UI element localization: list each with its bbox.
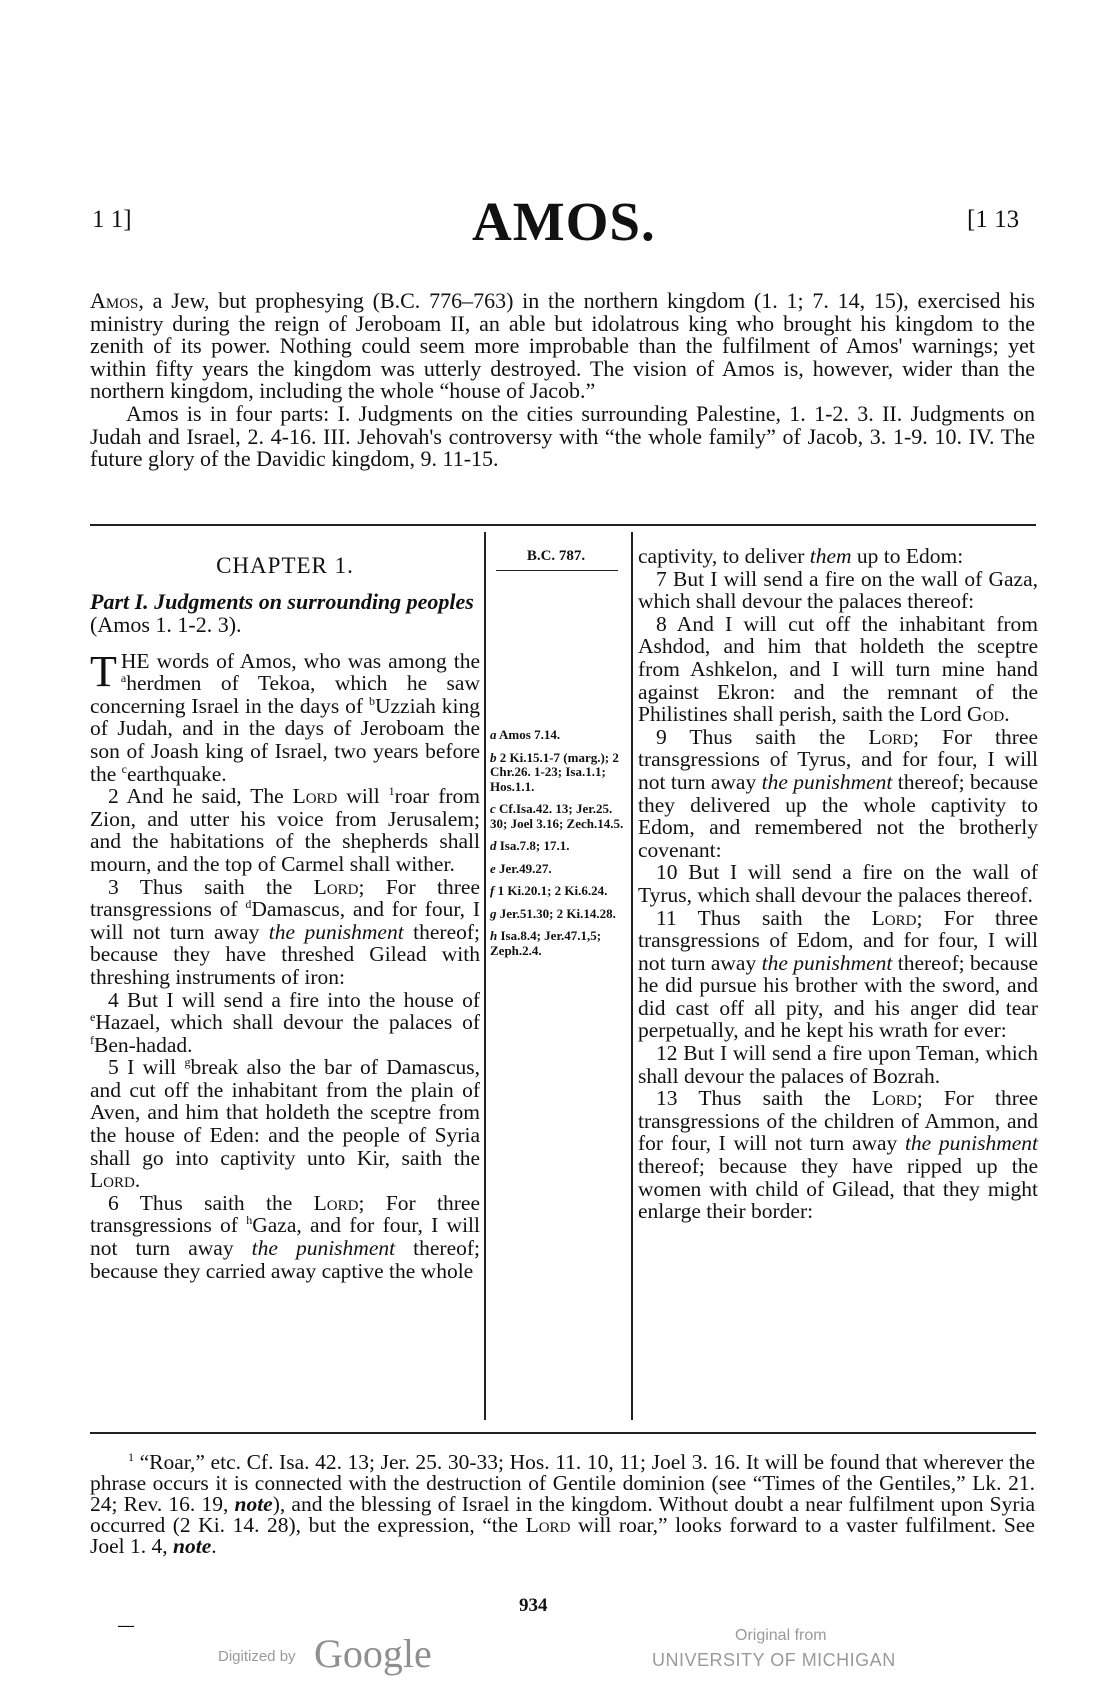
verse-text: Ben-hadad. xyxy=(94,1032,193,1057)
verse-6 xyxy=(90,1192,480,1282)
verse-3 xyxy=(90,876,480,989)
verse-text: 3 Thus saith the xyxy=(108,874,314,899)
cross-reference xyxy=(490,802,632,831)
verse-text: herdmen of Tekoa, which he saw concerning Israel in the days of xyxy=(90,671,480,718)
intro-paragraph-2: Amos is in four parts: I. Judgments on the cities surrounding Palestine, 1. 1-2. 3. II. Judgments on Judah and Israel, 2. 4-16. III. Jehovah's controversy with “the whole family” of Jacob, 3. 1-9. 10. IV. The future glory of the Davidic kingdom, 9. 11-15. xyxy=(90,400,1035,472)
verse-text: 4 But I will send a fire into the house of xyxy=(108,987,480,1012)
verse-10: 10 But I will send a fire on the wall of Tyrus, which shall devour the palaces thereof. xyxy=(638,860,1038,907)
verse-text: roar from Zion, and utter his voice from Jerusalem; and the habitations of the shepherds shall mourn, and the top of Carmel shall wither. xyxy=(90,784,481,876)
ref-mark-b: b xyxy=(368,693,375,708)
column-divider-left xyxy=(484,532,486,1420)
book-title: AMOS. xyxy=(472,191,656,252)
footnote-text: will roar,” looks forward to a vaster fulfilment. See Joel 1. 4, xyxy=(90,1513,1035,1558)
verse-text: will xyxy=(337,784,389,809)
verse-9 xyxy=(638,726,1038,862)
verse-text: break also the bar of Damascus, and cut off the inhabitant from the plain of Aven, and him that holdeth the sceptre from the house of Eden: and the people of Syria shall go into captivity unto Kir, saith the xyxy=(90,1055,481,1170)
text-column-left xyxy=(90,545,480,1282)
ref-letter: a xyxy=(490,727,497,742)
verse-text: earthquake. xyxy=(126,761,227,786)
ref-mark-c: c xyxy=(121,761,127,776)
ref-mark-f: f xyxy=(90,1032,94,1047)
header-chapter-ref-right: [1 13 xyxy=(967,206,1020,233)
verse-13 xyxy=(638,1087,1038,1223)
divine-name: Lord xyxy=(90,1168,135,1193)
ref-text: 2 Ki.15.1-7 (marg.); 2 Chr.26. 1-23; Isa.1.1; Hos.1.1. xyxy=(490,749,619,794)
cross-reference xyxy=(490,884,632,899)
ref-letter: b xyxy=(490,749,497,765)
verse-7: 7 But I will send a fire on the wall of Gaza, which shall devour the palaces thereof: xyxy=(638,566,1038,614)
ref-letter: d xyxy=(490,838,497,853)
ref-letter: e xyxy=(490,860,496,876)
verse-text: ; For three transgressions of Edom, and for four, I will not turn away xyxy=(638,905,1039,975)
verse-text: thereof; because he did pursue his brother with the sword, and did cast off all pity, and his anger did tear perpetually, and he kept his wrath for ever: xyxy=(638,950,1039,1043)
ref-text: Cf.Isa.42. 13; Jer.25. 30; Joel 3.16; Zech.14.5. xyxy=(490,801,624,831)
verse-text: Gaza, and for four, I will not turn away xyxy=(90,1213,480,1261)
ref-text: Isa.7.8; 17.1. xyxy=(499,838,570,853)
cross-reference xyxy=(490,907,632,922)
divine-name: Lord xyxy=(525,1513,571,1537)
ref-letter: f xyxy=(490,883,495,898)
divine-name: Lord xyxy=(871,1086,917,1111)
digitized-by-label: Digitized by xyxy=(218,1648,296,1665)
verse-text: HE words of Amos, who was among the xyxy=(120,648,480,673)
footnote-text: “Roar,” etc. Cf. Isa. 42. 13; Jer. 25. 30-33; Hos. 11. 10, 11; Joel 3. 16. It will be found that wherever the phrase occurs it is connected with the destruction of Gentile dominion (see “Times of the Gentiles,” Lk. 21. 24; Rev. 16. 19, xyxy=(90,1450,1035,1516)
divine-name: Lord xyxy=(313,1190,359,1215)
page-number: 934 xyxy=(519,1595,548,1616)
part-reference: (Amos 1. 1-2. 3). xyxy=(90,611,242,637)
part-heading xyxy=(90,590,480,636)
cross-reference xyxy=(490,751,632,795)
verse-text: captivity, to deliver xyxy=(638,544,810,568)
footnote-mark-1: 1 xyxy=(388,784,395,798)
divine-name: Lord xyxy=(871,905,917,930)
italic-text: the punishment xyxy=(904,1131,1038,1156)
intro-text-1: , a Jew, but prophesying (B.C. 776–763) in the northern kingdom (1. 1; 7. 14, 15), exercised his ministry during the reign of Jeroboam II, an able but idolatrous king who brought his kingdom to the zenith of its power. Nothing could seem more improbable than the fulfilment of Amos' warnings; yet within fifty years the kingdom was utterly destroyed. The vision of Amos is, however, wider than the northern kingdom, including the whole “house of Jacob.” xyxy=(90,288,1035,404)
verse-text: thereof; because they delivered up the whole captivity to Edom, and remembered not the brotherly covenant: xyxy=(638,769,1039,862)
original-from-label: Original from xyxy=(735,1627,827,1644)
ref-mark-h: h xyxy=(246,1213,253,1228)
header-chapter-ref-left: 1 1] xyxy=(92,206,132,233)
cross-reference xyxy=(490,728,632,743)
ref-letter: h xyxy=(490,928,498,943)
verse-text: . xyxy=(1004,702,1010,727)
verse-text: Uzziah king of Judah, and in the days of Jeroboam the son of Joash king of Israel, two years before the xyxy=(90,693,480,786)
italic-text: the punishment xyxy=(251,1236,396,1261)
verse-12: 12 But I will send a fire upon Teman, which shall devour the palaces of Bozrah. xyxy=(638,1041,1038,1088)
cross-reference xyxy=(490,929,632,958)
margin-date: B.C. 787. xyxy=(526,548,586,564)
text-column-right xyxy=(638,545,1038,1223)
verse-text: 9 Thus saith the xyxy=(656,724,869,749)
verse-text: 6 Thus saith the xyxy=(108,1190,314,1215)
note-link: note xyxy=(173,1534,212,1558)
verse-text: thereof; because they have threshed Gilead with threshing instruments of iron: xyxy=(90,919,480,989)
drop-cap: T xyxy=(90,646,117,696)
top-rule xyxy=(90,524,1036,526)
cross-reference-column xyxy=(490,728,632,966)
scan-mark: — xyxy=(118,1617,134,1634)
ref-mark-e: e xyxy=(90,1009,96,1024)
italic-text: them xyxy=(809,544,852,568)
ref-text: 1 Ki.20.1; 2 Ki.6.24. xyxy=(497,883,608,898)
verse-text: thereof; because they have ripped up the women with child of Gilead, that they might enlarge their border: xyxy=(638,1154,1038,1224)
footnote-number: 1 xyxy=(128,1449,134,1464)
verse-text: 5 I will xyxy=(108,1055,185,1080)
italic-text: the punishment xyxy=(761,950,893,975)
verse-text: up to Edom: xyxy=(851,544,964,568)
footnote xyxy=(90,1449,1035,1558)
ref-mark-a: a xyxy=(120,671,127,686)
divine-name: Lord xyxy=(313,874,359,899)
verse-text: ; For three transgressions of the children of Ammon, and for four, I will not turn away xyxy=(638,1086,1039,1156)
italic-text: the punishment xyxy=(268,919,404,944)
italic-text: the punishment xyxy=(761,769,893,794)
ref-letter: g xyxy=(490,905,497,921)
verse-text: 13 Thus saith the xyxy=(656,1086,872,1111)
ref-text: Amos 7.14. xyxy=(499,727,561,742)
ref-mark-d: d xyxy=(245,896,252,911)
divine-name: Lord xyxy=(868,724,914,749)
cross-reference xyxy=(490,862,632,877)
date-underline xyxy=(496,570,618,571)
divine-name: God xyxy=(967,702,1005,727)
verse-1 xyxy=(90,646,480,786)
verse-5 xyxy=(90,1056,480,1192)
ref-text: Jer.51.30; 2 Ki.14.28. xyxy=(499,905,616,921)
note-link: note xyxy=(234,1492,273,1516)
verse-text: ; For three transgressions of xyxy=(90,874,481,922)
cross-reference xyxy=(490,839,632,854)
part-title: Part I. Judgments on surrounding peoples xyxy=(90,588,474,614)
verse-text: thereof; because they carried away captive the whole xyxy=(90,1236,480,1283)
verse-text: 8 And I will cut off the inhabitant from Ashdod, and him that holdeth the sceptre from Ashkelon, and I will turn mine hand against Ekron: and the remnant of the Philistines shall perish, saith the Lord xyxy=(638,611,1038,727)
column-divider-right xyxy=(631,532,633,1420)
university-label: UNIVERSITY OF MICHIGAN xyxy=(652,1650,896,1670)
ref-mark-g: g xyxy=(184,1055,191,1070)
chapter-heading: CHAPTER 1. xyxy=(216,553,354,578)
verse-4 xyxy=(90,989,480,1057)
verse-2 xyxy=(90,785,480,875)
google-logo: Google xyxy=(314,1631,432,1676)
footnote-text: . xyxy=(211,1534,217,1558)
verse-11 xyxy=(638,907,1038,1043)
intro-lead-word: Amos xyxy=(90,288,139,313)
ref-letter: c xyxy=(490,801,496,816)
bottom-rule xyxy=(90,1432,1036,1434)
ref-text: Jer.49.27. xyxy=(499,860,552,876)
verse-8 xyxy=(638,613,1038,726)
divine-name: Lord xyxy=(292,784,338,809)
verse-text: Hazael, which shall devour the palaces of xyxy=(95,1010,480,1035)
footnote-text: ), and the blessing of Israel in the kingdom. Without doubt a near fulfilment upon Syria occurred (2 Ki. 14. 28), but the expression, “the xyxy=(90,1492,1035,1537)
ref-text: Isa.8.4; Jer.47.1,5; Zeph.2.4. xyxy=(490,928,602,958)
verse-text: ; For three transgressions of xyxy=(90,1190,481,1238)
verse-text: 11 Thus saith the xyxy=(656,905,872,930)
verse-text: Damascus, and for four, I will not turn away xyxy=(90,897,480,944)
verse-text: 2 And he said, The xyxy=(108,784,293,809)
intro-paragraph-1 xyxy=(90,290,1035,403)
verse-text: . xyxy=(134,1168,141,1193)
book-introduction xyxy=(90,290,1035,471)
verse-text: ; For three transgressions of Tyrus, and for four, I will not turn away xyxy=(638,724,1038,794)
verse-6-continued xyxy=(638,545,1038,568)
